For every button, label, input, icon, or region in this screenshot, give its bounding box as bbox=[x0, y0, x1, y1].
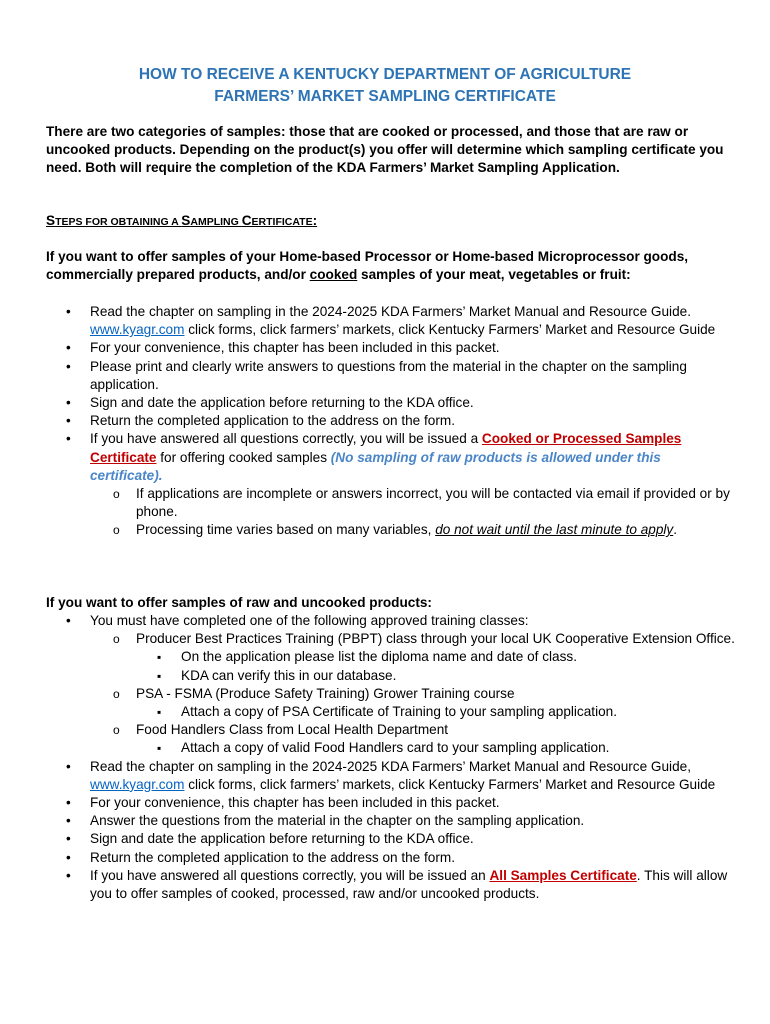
cooked-certificate-name: Cooked or Processed Samples Certificate bbox=[90, 431, 682, 465]
list-item: • Read the chapter on sampling in the 2024-2025 KDA Farmers’ Market Manual and Resource Guide. www.kyagr.com click forms, click farmers’ markets, click Kentucky Farmers’ Market and Resource Guide bbox=[46, 303, 736, 339]
list-item: • Answer the questions from the material in the chapter on the sampling application. bbox=[46, 812, 736, 830]
list-item: • If you have answered all questions correctly, you will be issued a Cooked or Processed Samples Certificate for offering cooked samples (No sampling of raw products is allowed under this certificate). bbox=[46, 430, 736, 485]
sub-sub-list-item: ▪ KDA can verify this in our database. bbox=[46, 667, 736, 685]
section-raw-list bbox=[46, 612, 736, 903]
sub-list-item: o Food Handlers Class from Local Health Department bbox=[46, 721, 736, 739]
sub-list-item: o Producer Best Practices Training (PBPT) class through your local UK Cooperative Extension Office. bbox=[46, 630, 736, 648]
kyagr-link[interactable]: www.kyagr.com bbox=[90, 776, 185, 792]
list-item: • You must have completed one of the following approved training classes: bbox=[46, 612, 736, 630]
list-item: • Sign and date the application before returning to the KDA office. bbox=[46, 830, 736, 848]
list-item: • If you have answered all questions correctly, you will be issued an All Samples Certificate. This will allow you to offer samples of cooked, processed, raw and/or uncooked products. bbox=[46, 867, 736, 903]
sub-list-item: o PSA - FSMA (Produce Safety Training) Grower Training course bbox=[46, 685, 736, 703]
all-samples-certificate-name: All Samples Certificate bbox=[489, 867, 637, 883]
sub-list-item: o Processing time varies based on many variables, do not wait until the last minute to apply. bbox=[46, 521, 736, 539]
section-cooked-heading: If you want to offer samples of your Home-based Processor or Home-based Microprocessor goods, commercially prepared products, and/or cooked samples of your meat, vegetables or fruit: bbox=[46, 249, 689, 282]
sub-sub-list-item: ▪ Attach a copy of valid Food Handlers card to your sampling application. bbox=[46, 739, 736, 757]
section-cooked-list bbox=[46, 303, 736, 540]
list-item: • For your convenience, this chapter has been included in this packet. bbox=[46, 794, 736, 812]
list-item: • Sign and date the application before returning to the KDA office. bbox=[46, 394, 736, 412]
sub-sub-list-item: ▪ Attach a copy of PSA Certificate of Training to your sampling application. bbox=[46, 703, 736, 721]
intro-paragraph: There are two categories of samples: those that are cooked or processed, and those that are raw or uncooked products. Depending on the product(s) you offer will determine which sampling certificate you need. Both will require the completion of the KDA Farmers’ Market Sampling Application. bbox=[46, 124, 724, 175]
kyagr-link[interactable]: www.kyagr.com bbox=[90, 322, 185, 338]
document-title-line-1: HOW TO RECEIVE A KENTUCKY DEPARTMENT OF AGRICULTURE bbox=[138, 66, 632, 83]
raw-products-note: (No sampling of raw products is allowed under this certificate) bbox=[90, 449, 661, 483]
steps-heading: STEPS FOR OBTAINING A SAMPLING CERTIFICATE: bbox=[46, 213, 318, 228]
sub-sub-list-item: ▪ On the application please list the diploma name and date of class. bbox=[46, 648, 736, 666]
list-item: • Return the completed application to the address on the form. bbox=[46, 412, 736, 430]
list-item: • Read the chapter on sampling in the 2024-2025 KDA Farmers’ Market Manual and Resource Guide, www.kyagr.com click forms, click farmers’ markets, click Kentucky Farmers’ Market and Resource Guide bbox=[46, 758, 736, 794]
list-item: • Please print and clearly write answers to questions from the material in the chapter on the sampling application. bbox=[46, 358, 736, 394]
list-item: • Return the completed application to the address on the form. bbox=[46, 849, 736, 867]
list-item: • For your convenience, this chapter has been included in this packet. bbox=[46, 339, 736, 357]
section-raw-heading: If you want to offer samples of raw and uncooked products: bbox=[46, 595, 432, 610]
document-title-line-2: FARMERS’ MARKET SAMPLING CERTIFICATE bbox=[214, 88, 556, 105]
sub-list-item: o If applications are incomplete or answers incorrect, you will be contacted via email if provided or by phone. bbox=[46, 485, 736, 521]
